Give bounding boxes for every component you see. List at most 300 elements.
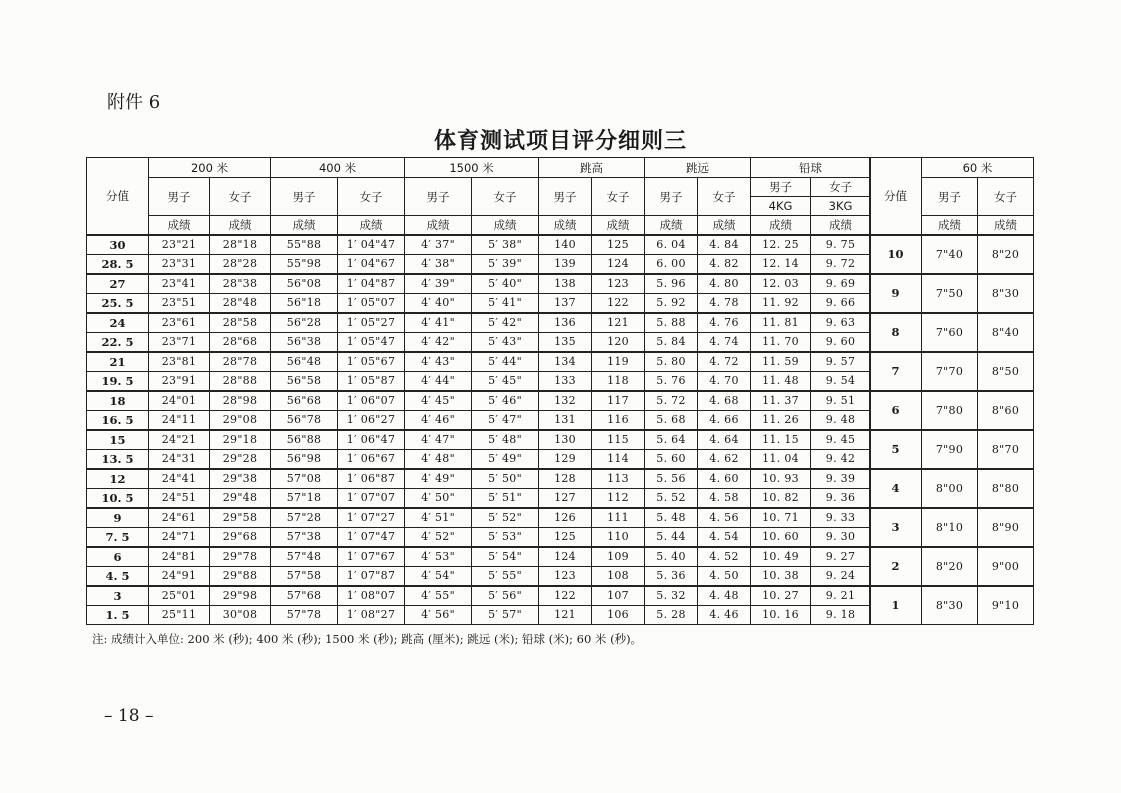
long-jump-female-cell: 4. 54 [698,527,751,547]
table-row [870,586,1034,625]
200m-male-cell: 23"51 [149,293,210,313]
high-jump-female-cell: 118 [592,371,645,391]
score-header: 分值 [87,158,149,235]
200m-male-cell: 23"71 [149,332,210,352]
table-row [87,410,871,430]
result-header: 成绩 [592,216,645,235]
1500m-female-cell: 5′ 43" [472,332,539,352]
400m-female-cell: 1′ 07"87 [338,566,405,586]
400m-male-cell: 55"88 [271,235,338,255]
1500m-female-cell: 5′ 42" [472,313,539,333]
shot-put-female-cell: 9. 24 [811,566,871,586]
table-row [87,586,871,606]
shot-put-female-cell: 9. 57 [811,352,871,372]
score-cell: 21 [87,352,149,372]
scoring-table-main [86,157,871,625]
200m-female-cell: 28"88 [210,371,271,391]
1500m-female-cell: 5′ 57" [472,605,539,625]
200m-male-cell: 23"21 [149,235,210,255]
result-header: 成绩 [811,216,871,235]
score-cell: 28. 5 [87,254,149,274]
male-header: 男子 [405,178,472,216]
long-jump-male-cell: 5. 44 [645,527,698,547]
200m-female-cell: 29"58 [210,508,271,528]
shot-put-male-cell: 11. 04 [751,449,811,469]
result-header: 成绩 [338,216,405,235]
1500m-female-cell: 5′ 41" [472,293,539,313]
shot-put-female-cell: 9. 69 [811,274,871,294]
shot-put-male-cell: 10. 71 [751,508,811,528]
table-row [87,508,871,528]
long-jump-female-cell: 4. 84 [698,235,751,255]
1500m-male-cell: 4′ 39" [405,274,472,294]
long-jump-male-cell: 5. 88 [645,313,698,333]
high-jump-female-cell: 119 [592,352,645,372]
200m-female-cell: 28"48 [210,293,271,313]
score-cell: 30 [87,235,149,255]
200m-male-cell: 25"01 [149,586,210,606]
page-number: – 18 – [104,706,154,726]
result-header: 成绩 [472,216,539,235]
shot-put-female-cell: 9. 30 [811,527,871,547]
shot-put-female-cell: 9. 36 [811,488,871,508]
1500m-female-cell: 5′ 45" [472,371,539,391]
table-row [870,430,1034,469]
score-cell: 25. 5 [87,293,149,313]
1500m-female-cell: 5′ 53" [472,527,539,547]
200m-female-cell: 29"08 [210,410,271,430]
400m-female-cell: 1′ 05"87 [338,371,405,391]
60m-female-cell: 8"90 [978,508,1034,547]
200m-male-cell: 24"71 [149,527,210,547]
long-jump-male-cell: 5. 60 [645,449,698,469]
200m-male-cell: 23"91 [149,371,210,391]
score-cell: 5 [870,430,922,469]
table-row [870,547,1034,586]
shot-put-male-cell: 10. 82 [751,488,811,508]
score-cell: 15 [87,430,149,450]
high-jump-male-cell: 124 [539,547,592,567]
1500m-female-cell: 5′ 52" [472,508,539,528]
table-row [870,274,1034,313]
long-jump-male-cell: 5. 32 [645,586,698,606]
shot-put-male-cell: 12. 14 [751,254,811,274]
high-jump-male-cell: 132 [539,391,592,411]
high-jump-male-cell: 139 [539,254,592,274]
200m-male-cell: 24"91 [149,566,210,586]
400m-male-cell: 57"28 [271,508,338,528]
400m-female-cell: 1′ 07"07 [338,488,405,508]
long-jump-male-cell: 5. 72 [645,391,698,411]
1500m-male-cell: 4′ 55" [405,586,472,606]
200m-male-cell: 23"41 [149,274,210,294]
high-jump-male-cell: 123 [539,566,592,586]
long-jump-female-cell: 4. 56 [698,508,751,528]
200m-male-cell: 24"11 [149,410,210,430]
high-jump-female-cell: 113 [592,469,645,489]
side-table-body [870,235,1034,625]
long-jump-female-cell: 4. 74 [698,332,751,352]
score-cell: 13. 5 [87,449,149,469]
400m-female-cell: 1′ 04"67 [338,254,405,274]
200m-female-cell: 28"68 [210,332,271,352]
score-cell: 1. 5 [87,605,149,625]
long-jump-female-cell: 4. 46 [698,605,751,625]
high-jump-female-cell: 106 [592,605,645,625]
shot-female-weight: 3KG [811,197,871,216]
400m-male-cell: 57"18 [271,488,338,508]
high-jump-male-cell: 127 [539,488,592,508]
long-jump-male-cell: 5. 68 [645,410,698,430]
long-jump-female-cell: 4. 48 [698,586,751,606]
60m-male-cell: 7"80 [922,391,978,430]
shot-put-male-cell: 11. 81 [751,313,811,333]
high-jump-male-cell: 131 [539,410,592,430]
200m-female-cell: 28"98 [210,391,271,411]
high-jump-male-cell: 136 [539,313,592,333]
high-jump-male-cell: 140 [539,235,592,255]
60m-female-cell: 9"10 [978,586,1034,625]
shot-put-male-cell: 11. 92 [751,293,811,313]
high-jump-female-cell: 123 [592,274,645,294]
table-row [87,371,871,391]
event-high-jump-header: 跳高 [539,158,645,178]
male-header: 男子 [922,178,978,216]
high-jump-female-cell: 120 [592,332,645,352]
shot-put-male-cell: 10. 16 [751,605,811,625]
shot-put-female-cell: 9. 42 [811,449,871,469]
60m-female-cell: 8"80 [978,469,1034,508]
long-jump-male-cell: 5. 96 [645,274,698,294]
high-jump-female-cell: 114 [592,449,645,469]
400m-female-cell: 1′ 07"47 [338,527,405,547]
score-cell: 3 [87,586,149,606]
60m-female-cell: 8"70 [978,430,1034,469]
long-jump-male-cell: 5. 92 [645,293,698,313]
60m-male-cell: 8"10 [922,508,978,547]
scoring-table-60m [869,157,1034,625]
result-header: 成绩 [698,216,751,235]
score-cell: 3 [870,508,922,547]
female-header: 女子 [811,178,871,197]
event-shot-put-header: 铅球 [751,158,871,178]
200m-male-cell: 23"61 [149,313,210,333]
shot-put-male-cell: 11. 15 [751,430,811,450]
table-row [87,235,871,255]
shot-put-male-cell: 12. 25 [751,235,811,255]
200m-female-cell: 28"58 [210,313,271,333]
table-row [870,352,1034,391]
shot-put-female-cell: 9. 48 [811,410,871,430]
high-jump-male-cell: 135 [539,332,592,352]
long-jump-male-cell: 5. 48 [645,508,698,528]
1500m-male-cell: 4′ 50" [405,488,472,508]
event-200m-header: 200 米 [149,158,271,178]
60m-male-cell: 7"60 [922,313,978,352]
long-jump-female-cell: 4. 52 [698,547,751,567]
1500m-male-cell: 4′ 49" [405,469,472,489]
200m-male-cell: 23"81 [149,352,210,372]
high-jump-male-cell: 121 [539,605,592,625]
200m-male-cell: 25"11 [149,605,210,625]
200m-male-cell: 24"21 [149,430,210,450]
1500m-male-cell: 4′ 47" [405,430,472,450]
high-jump-male-cell: 130 [539,430,592,450]
60m-male-cell: 8"00 [922,469,978,508]
table-row [87,430,871,450]
score-cell: 6 [87,547,149,567]
400m-female-cell: 1′ 05"67 [338,352,405,372]
shot-put-male-cell: 10. 27 [751,586,811,606]
male-header: 男子 [539,178,592,216]
male-header: 男子 [149,178,210,216]
high-jump-male-cell: 137 [539,293,592,313]
long-jump-male-cell: 5. 64 [645,430,698,450]
high-jump-male-cell: 129 [539,449,592,469]
high-jump-female-cell: 125 [592,235,645,255]
shot-put-male-cell: 10. 49 [751,547,811,567]
400m-male-cell: 57"78 [271,605,338,625]
high-jump-female-cell: 107 [592,586,645,606]
long-jump-female-cell: 4. 64 [698,430,751,450]
60m-male-cell: 7"50 [922,274,978,313]
1500m-male-cell: 4′ 38" [405,254,472,274]
400m-male-cell: 56"58 [271,371,338,391]
shot-put-male-cell: 11. 59 [751,352,811,372]
shot-put-male-cell: 12. 03 [751,274,811,294]
score-cell: 12 [87,469,149,489]
main-table-body [87,235,871,625]
1500m-male-cell: 4′ 37" [405,235,472,255]
400m-male-cell: 56"78 [271,410,338,430]
long-jump-male-cell: 5. 52 [645,488,698,508]
shot-put-female-cell: 9. 33 [811,508,871,528]
400m-male-cell: 56"88 [271,430,338,450]
1500m-female-cell: 5′ 54" [472,547,539,567]
long-jump-female-cell: 4. 78 [698,293,751,313]
high-jump-male-cell: 125 [539,527,592,547]
shot-put-female-cell: 9. 21 [811,586,871,606]
60m-female-cell: 8"20 [978,235,1034,274]
table-row [87,566,871,586]
long-jump-male-cell: 5. 28 [645,605,698,625]
shot-put-female-cell: 9. 45 [811,430,871,450]
event-400m-header: 400 米 [271,158,405,178]
table-row [87,313,871,333]
200m-female-cell: 29"28 [210,449,271,469]
200m-female-cell: 29"68 [210,527,271,547]
high-jump-female-cell: 116 [592,410,645,430]
table-row [87,254,871,274]
1500m-male-cell: 4′ 44" [405,371,472,391]
200m-female-cell: 29"78 [210,547,271,567]
200m-female-cell: 28"28 [210,254,271,274]
score-cell: 9 [87,508,149,528]
1500m-male-cell: 4′ 45" [405,391,472,411]
table-row [87,547,871,567]
score-cell: 27 [87,274,149,294]
table-row [870,469,1034,508]
high-jump-female-cell: 110 [592,527,645,547]
score-cell: 16. 5 [87,410,149,430]
1500m-male-cell: 4′ 53" [405,547,472,567]
shot-put-male-cell: 11. 37 [751,391,811,411]
shot-put-female-cell: 9. 72 [811,254,871,274]
200m-female-cell: 30"08 [210,605,271,625]
shot-put-male-cell: 11. 26 [751,410,811,430]
high-jump-female-cell: 115 [592,430,645,450]
1500m-female-cell: 5′ 39" [472,254,539,274]
200m-male-cell: 24"61 [149,508,210,528]
female-header: 女子 [698,178,751,216]
200m-male-cell: 24"81 [149,547,210,567]
1500m-male-cell: 4′ 42" [405,332,472,352]
200m-female-cell: 29"38 [210,469,271,489]
1500m-female-cell: 5′ 49" [472,449,539,469]
long-jump-female-cell: 4. 50 [698,566,751,586]
high-jump-female-cell: 112 [592,488,645,508]
score-cell: 1 [870,586,922,625]
200m-male-cell: 23"31 [149,254,210,274]
high-jump-female-cell: 122 [592,293,645,313]
400m-female-cell: 1′ 05"47 [338,332,405,352]
score-cell: 4. 5 [87,566,149,586]
shot-put-male-cell: 11. 70 [751,332,811,352]
1500m-male-cell: 4′ 51" [405,508,472,528]
table-row [87,274,871,294]
400m-male-cell: 56"08 [271,274,338,294]
400m-female-cell: 1′ 07"27 [338,508,405,528]
event-1500m-header: 1500 米 [405,158,539,178]
score-cell: 19. 5 [87,371,149,391]
high-jump-female-cell: 117 [592,391,645,411]
score-cell: 8 [870,313,922,352]
400m-female-cell: 1′ 05"07 [338,293,405,313]
1500m-female-cell: 5′ 47" [472,410,539,430]
400m-male-cell: 57"08 [271,469,338,489]
200m-female-cell: 28"78 [210,352,271,372]
shot-put-female-cell: 9. 54 [811,371,871,391]
long-jump-female-cell: 4. 82 [698,254,751,274]
high-jump-male-cell: 126 [539,508,592,528]
high-jump-male-cell: 133 [539,371,592,391]
result-header: 成绩 [978,216,1034,235]
60m-male-cell: 7"90 [922,430,978,469]
shot-put-male-cell: 10. 38 [751,566,811,586]
long-jump-female-cell: 4. 58 [698,488,751,508]
table-row [87,352,871,372]
shot-put-male-cell: 11. 48 [751,371,811,391]
200m-male-cell: 24"01 [149,391,210,411]
400m-male-cell: 57"48 [271,547,338,567]
high-jump-male-cell: 138 [539,274,592,294]
60m-male-cell: 7"70 [922,352,978,391]
200m-male-cell: 24"51 [149,488,210,508]
200m-male-cell: 24"41 [149,469,210,489]
200m-female-cell: 29"88 [210,566,271,586]
60m-female-cell: 8"40 [978,313,1034,352]
score-cell: 10. 5 [87,488,149,508]
score-cell: 6 [870,391,922,430]
score-cell: 7 [870,352,922,391]
60m-male-cell: 8"30 [922,586,978,625]
long-jump-male-cell: 6. 00 [645,254,698,274]
60m-female-cell: 8"30 [978,274,1034,313]
score-cell: 24 [87,313,149,333]
1500m-male-cell: 4′ 43" [405,352,472,372]
400m-female-cell: 1′ 04"87 [338,274,405,294]
long-jump-male-cell: 5. 76 [645,371,698,391]
score-cell: 7. 5 [87,527,149,547]
long-jump-male-cell: 5. 36 [645,566,698,586]
1500m-male-cell: 4′ 54" [405,566,472,586]
table-row [87,293,871,313]
1500m-female-cell: 5′ 55" [472,566,539,586]
shot-put-female-cell: 9. 27 [811,547,871,567]
long-jump-female-cell: 4. 62 [698,449,751,469]
shot-put-male-cell: 10. 93 [751,469,811,489]
200m-female-cell: 29"48 [210,488,271,508]
400m-male-cell: 57"58 [271,566,338,586]
shot-male-weight: 4KG [751,197,811,216]
200m-male-cell: 24"31 [149,449,210,469]
long-jump-male-cell: 6. 04 [645,235,698,255]
result-header: 成绩 [405,216,472,235]
long-jump-male-cell: 5. 80 [645,352,698,372]
1500m-female-cell: 5′ 44" [472,352,539,372]
high-jump-female-cell: 109 [592,547,645,567]
score-cell: 10 [870,235,922,274]
60m-male-cell: 7"40 [922,235,978,274]
long-jump-female-cell: 4. 76 [698,313,751,333]
60m-female-cell: 8"50 [978,352,1034,391]
400m-male-cell: 56"18 [271,293,338,313]
table-row [87,469,871,489]
long-jump-female-cell: 4. 60 [698,469,751,489]
shot-put-female-cell: 9. 51 [811,391,871,411]
1500m-female-cell: 5′ 51" [472,488,539,508]
high-jump-male-cell: 134 [539,352,592,372]
long-jump-female-cell: 4. 66 [698,410,751,430]
400m-male-cell: 57"68 [271,586,338,606]
1500m-male-cell: 4′ 40" [405,293,472,313]
400m-female-cell: 1′ 07"67 [338,547,405,567]
score-cell: 22. 5 [87,332,149,352]
200m-female-cell: 28"18 [210,235,271,255]
400m-male-cell: 56"68 [271,391,338,411]
high-jump-female-cell: 121 [592,313,645,333]
1500m-female-cell: 5′ 48" [472,430,539,450]
400m-female-cell: 1′ 08"07 [338,586,405,606]
400m-male-cell: 56"98 [271,449,338,469]
female-header: 女子 [472,178,539,216]
shot-put-female-cell: 9. 18 [811,605,871,625]
result-header: 成绩 [751,216,811,235]
400m-female-cell: 1′ 08"27 [338,605,405,625]
200m-female-cell: 29"98 [210,586,271,606]
1500m-male-cell: 4′ 41" [405,313,472,333]
long-jump-male-cell: 5. 40 [645,547,698,567]
score-header: 分值 [870,158,922,235]
long-jump-male-cell: 5. 84 [645,332,698,352]
60m-female-cell: 8"60 [978,391,1034,430]
units-note: 注: 成绩计入单位: 200 米 (秒); 400 米 (秒); 1500 米 (秒); 跳高 (厘米); 跳远 (米); 铅球 (米); 60 米 (秒)。 [92,632,643,646]
400m-male-cell: 55"98 [271,254,338,274]
1500m-female-cell: 5′ 38" [472,235,539,255]
male-header: 男子 [751,178,811,197]
400m-female-cell: 1′ 06"67 [338,449,405,469]
female-header: 女子 [338,178,405,216]
